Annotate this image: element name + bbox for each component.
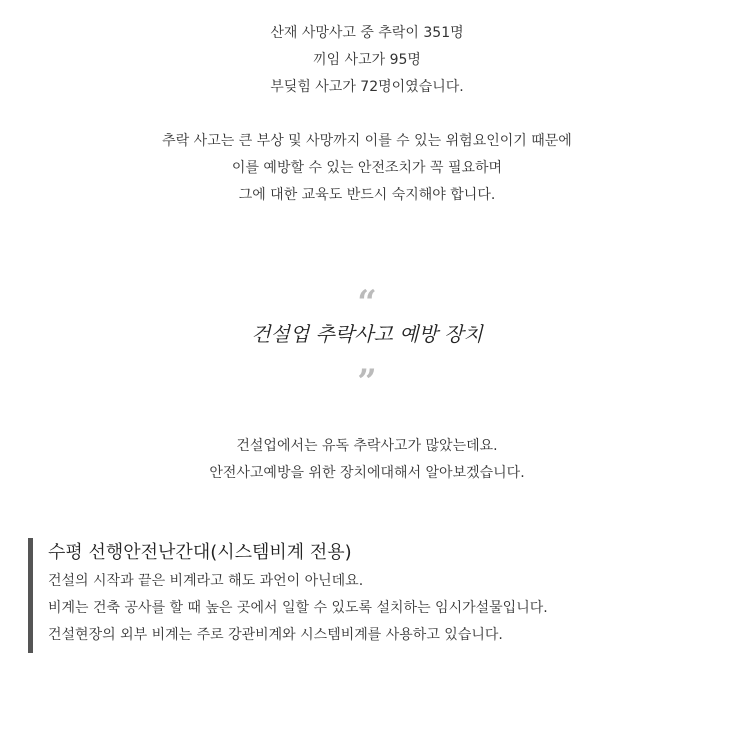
info-line-1: 건설업에서는 유독 추락사고가 많았는데요. — [236, 438, 498, 454]
info-line-2: 안전사고예방을 위한 장치에대해서 알아보겠습니다. — [209, 465, 525, 481]
warning-line-3: 그에 대한 교육도 반드시 숙지해야 합니다. — [238, 187, 496, 203]
section-line-1: 건설의 시작과 끝은 비계라고 해도 과언이 아닌데요. — [48, 573, 364, 589]
info-paragraph — [0, 433, 734, 487]
intro-line-2: 끼임 사고가 95명 — [313, 52, 421, 68]
intro-paragraph — [0, 20, 734, 101]
section-line-2: 비계는 건축 공사를 할 때 높은 곳에서 일할 수 있도록 설치하는 임시가설물입니다. — [48, 600, 548, 616]
intro-line-3: 부딪힘 사고가 72명이였습니다. — [270, 79, 464, 95]
open-quote-icon: “ — [357, 283, 377, 323]
warning-paragraph — [0, 128, 734, 209]
quote-title: 건설업 추락사고 예방 장치 — [251, 322, 483, 346]
close-quote-icon: ” — [357, 362, 377, 402]
section-block — [28, 538, 708, 653]
section-line-3: 건설현장의 외부 비계는 주로 강관비계와 시스템비계를 사용하고 있습니다. — [48, 627, 503, 643]
section-heading: 수평 선행안전난간대(시스템비계 전용) — [48, 542, 352, 563]
warning-line-2: 이를 예방할 수 있는 안전조치가 꼭 필요하며 — [231, 160, 503, 176]
intro-line-1: 산재 사망사고 중 추락이 351명 — [270, 25, 464, 41]
warning-line-1: 추락 사고는 큰 부상 및 사망까지 이를 수 있는 위험요인이기 때문에 — [162, 133, 572, 149]
